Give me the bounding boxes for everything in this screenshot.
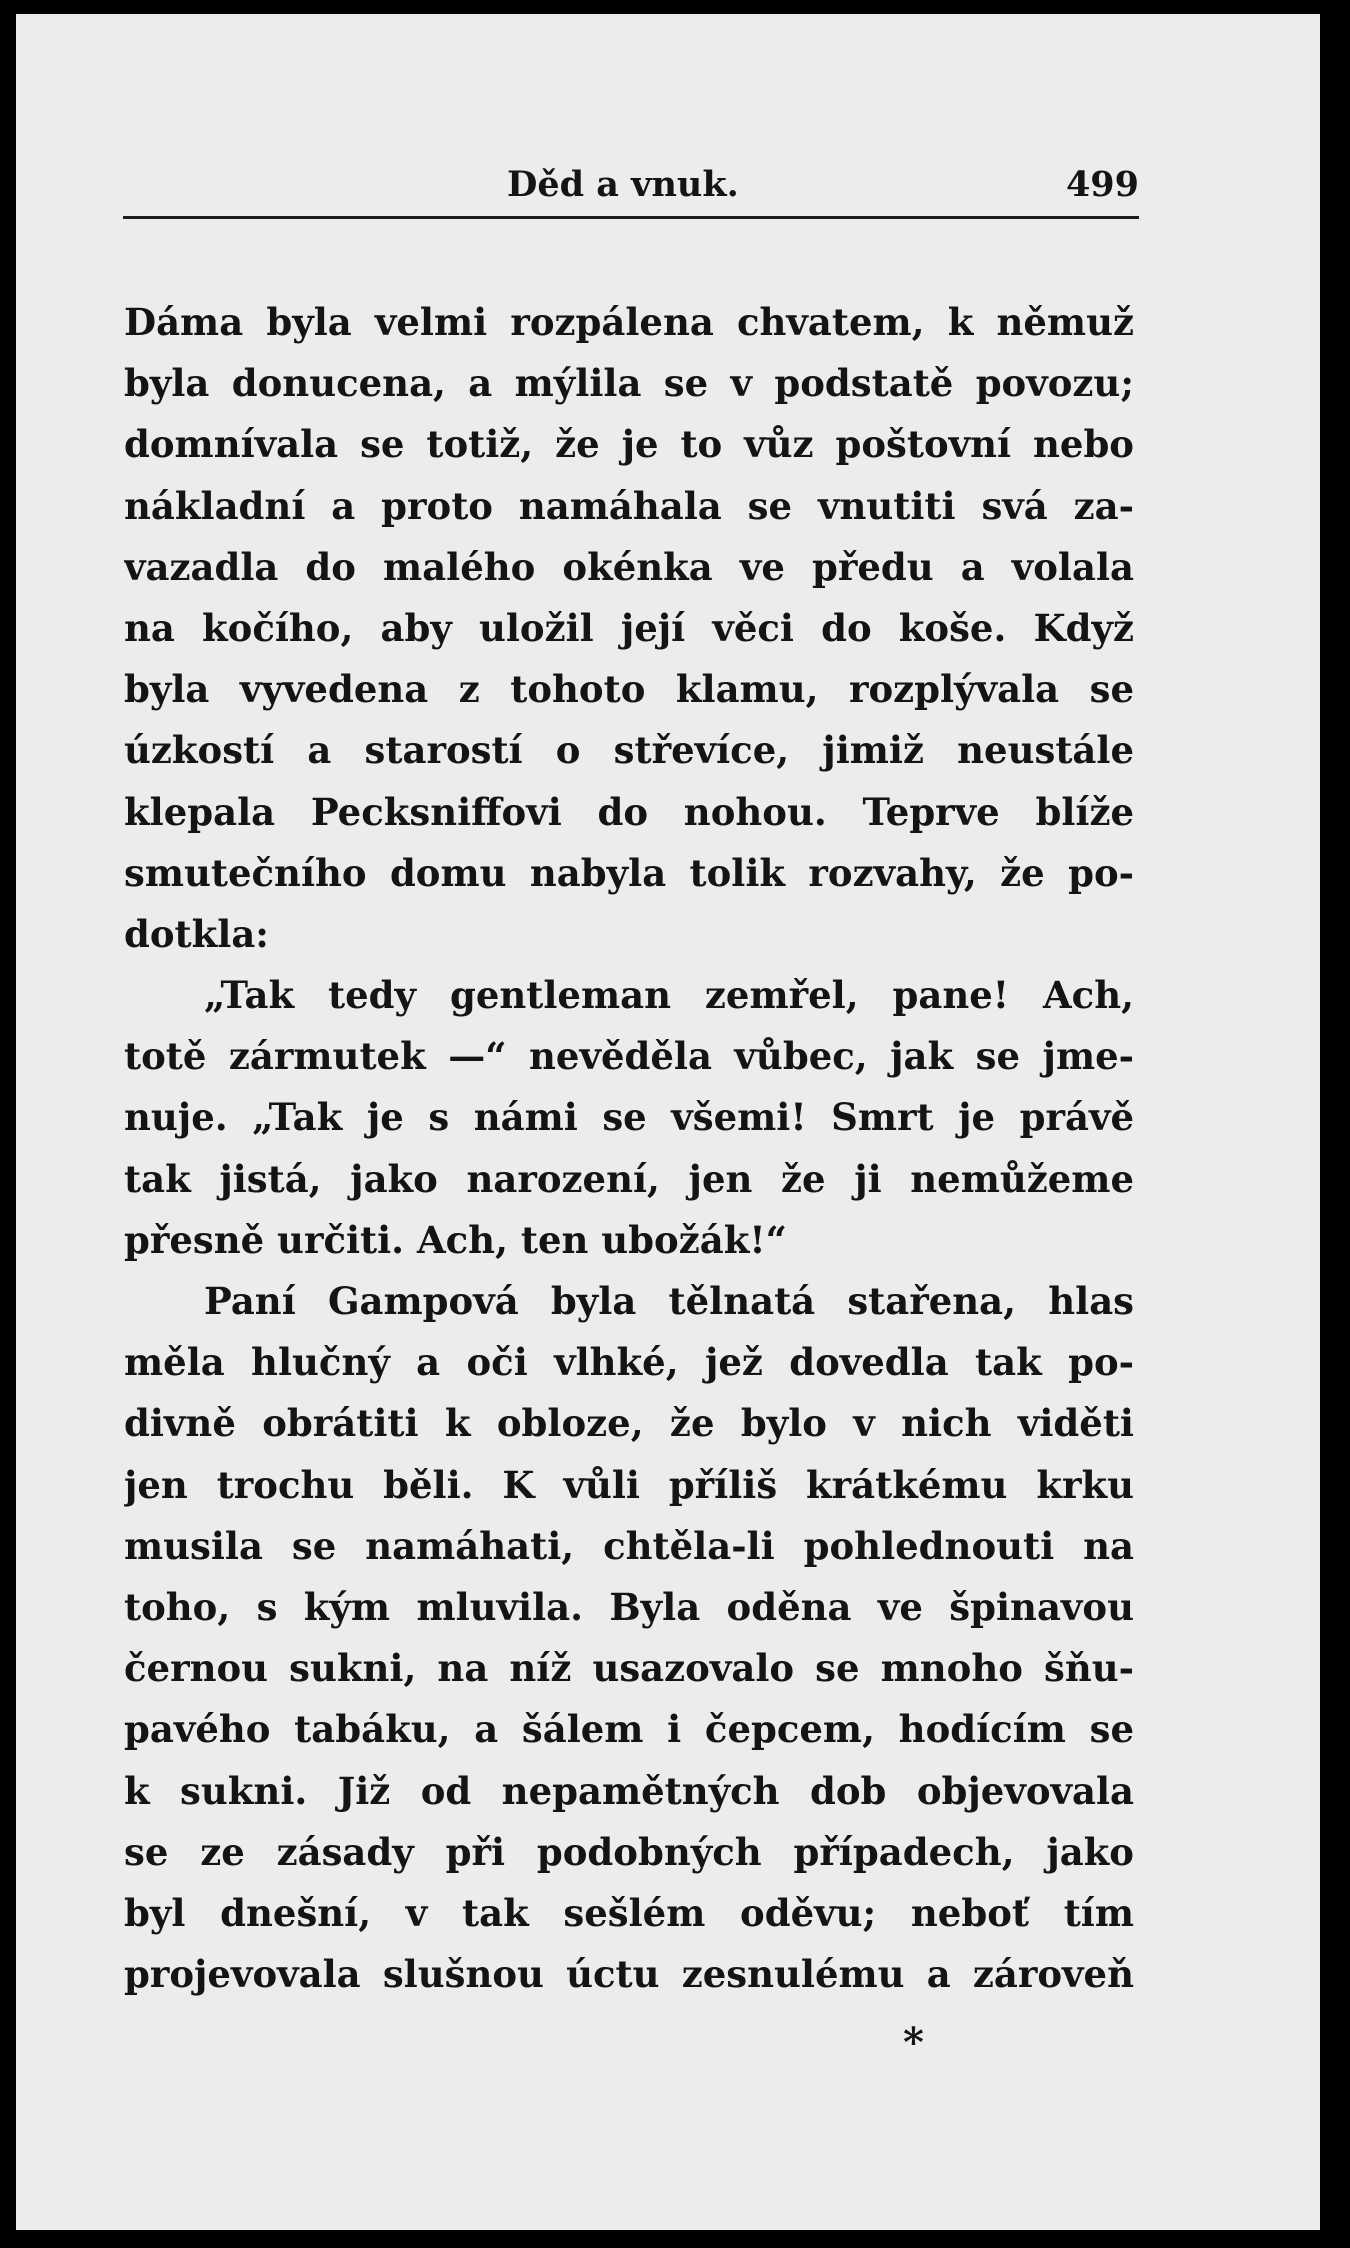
text-line: byla donucena, a mýlila se v podstatě povozu;: [124, 361, 1134, 406]
text-line: musila se namáhati, chtěla-li pohlednouti na: [124, 1523, 1134, 1568]
text-line: Paní Gampová byla tělnatá stařena, hlas: [204, 1279, 1134, 1323]
text-line: toho, s kým mluvila. Byla oděna ve špinavou: [124, 1584, 1134, 1629]
text-line: nuje. „Tak je s námi se všemi! Smrt je právě: [124, 1095, 1134, 1140]
text-line: vazadla do malého okénka ve předu a volala: [124, 544, 1134, 589]
text-line: smutečního domu nabyla tolik rozvahy, že po-: [124, 850, 1134, 895]
book-page: [16, 14, 1320, 2230]
text-line: projevovala slušnou úctu zesnulému a zároveň: [124, 1952, 1134, 1997]
text-line: pavého tabáku, a šálem i čepcem, hodícím se: [124, 1707, 1134, 1752]
text-line: černou sukni, na níž usazovalo se mnoho šňu-: [124, 1646, 1134, 1691]
text-line: k sukni. Již od nepamětných dob objevovala: [124, 1768, 1134, 1813]
running-header: [123, 164, 1139, 224]
text-line: Dáma byla velmi rozpálena chvatem, k němuž: [124, 300, 1134, 344]
text-line: byla vyvedena z tohoto klamu, rozplývala se: [124, 667, 1134, 712]
text-line: na kočího, aby uložil její věci do koše. Když: [124, 605, 1134, 650]
text-line: jen trochu běli. K vůli příliš krátkému krku: [124, 1462, 1134, 1507]
header-rule: [123, 216, 1139, 219]
text-line: klepala Pecksniffovi do nohou. Teprve blíže: [124, 789, 1134, 834]
page-number: 499: [1065, 164, 1139, 205]
text-line: úzkostí a starostí o střevíce, jimiž neustále: [124, 728, 1134, 773]
text-line: totě zármutek —“ nevěděla vůbec, jak se jme-: [124, 1034, 1134, 1079]
text-line: se ze zásady při podobných případech, jako: [124, 1829, 1134, 1874]
running-title: Děd a vnuk.: [507, 164, 739, 205]
text-line: domnívala se totiž, že je to vůz poštovní nebo: [124, 422, 1134, 467]
text-line: byl dnešní, v tak sešlém oděvu; neboť tím: [124, 1890, 1134, 1935]
text-line: přesně určiti. Ach, ten ubožák!“: [124, 1217, 787, 1262]
body-text: [124, 292, 1134, 2005]
text-line: nákladní a proto namáhala se vnutiti svá za-: [124, 483, 1134, 528]
text-line: tak jistá, jako narození, jen že ji nemůžeme: [124, 1156, 1134, 1201]
text-line: „Tak tedy gentleman zemřel, pane! Ach,: [204, 973, 1134, 1018]
signature-mark: *: [903, 2019, 924, 2066]
text-line: měla hlučný a oči vlhké, jež dovedla tak po-: [124, 1340, 1134, 1385]
text-line: dotkla:: [124, 911, 269, 956]
text-line: divně obrátiti k obloze, že bylo v nich viděti: [124, 1401, 1134, 1446]
